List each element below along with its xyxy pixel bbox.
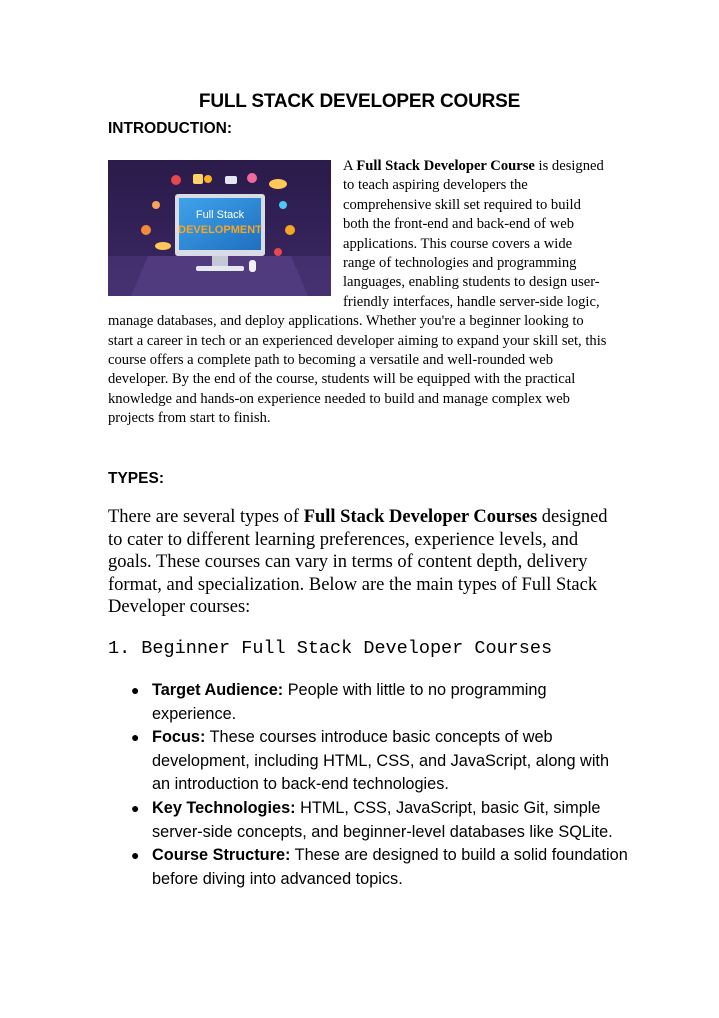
svg-text:DEVELOPMENT: DEVELOPMENT — [178, 224, 262, 236]
bullet-icon: ● — [131, 682, 140, 698]
intro-text-prefix: A — [343, 158, 357, 174]
list-item-label: Target Audience: — [152, 681, 284, 699]
list-item-label: Focus: — [152, 728, 206, 747]
list-item — [108, 679, 628, 726]
list-item-text: HTML, CSS, JavaScript, basic Git, simple server-side concepts, and beginner-level databases like SQLite. — [152, 798, 613, 841]
types-text-prefix: There are several types of — [108, 507, 304, 527]
list-item — [108, 797, 628, 844]
page-title: FULL STACK DEVELOPER COURSE — [198, 91, 521, 112]
list-item-label: Key Technologies: — [152, 798, 296, 817]
list-item-text: These are designed to build a solid foundation before diving into advanced topics. — [152, 846, 628, 888]
intro-text-body: is designed to teach aspiring developers the comprehensive skill set required to build both the front-end and back-end of web applications. This course covers a wide range of technologies and programming languages, enabling students to design user-friendly interfaces, handle server-side logic, manage databases, and deploy applications. Whether you're a beginner looking to start a career in tech or an experienced developer aiming to expand your skill set, this course offers a complete path to becoming a versatile and well-rounded web developer. By the end of the course, students will be equipped with the practical knowledge and hands-on experience needed to build and manage complex web projects from start to finish. — [108, 158, 607, 427]
types-course-name: Full Stack Developer Courses — [303, 507, 538, 527]
list-item — [108, 726, 628, 797]
introduction-paragraph — [108, 157, 608, 429]
section-heading-beginner: 1. Beginner Full Stack Developer Courses — [108, 638, 553, 659]
list-item-label: Course Structure: — [152, 846, 291, 865]
introduction-heading: INTRODUCTION: — [108, 120, 232, 137]
list-item-text: People with little to no programming experience. — [152, 681, 547, 723]
svg-text:Full Stack: Full Stack — [195, 209, 245, 221]
types-text-body: designed to cater to different learning preferences, experience levels, and goals. These courses can vary in terms of content depth, delivery format, and specialization. Below are the main types of Full Stack Developer courses: — [108, 507, 608, 617]
list-item — [108, 844, 628, 891]
full-stack-development-illustration — [108, 160, 331, 296]
beginner-course-list — [108, 679, 628, 891]
bullet-icon: ● — [131, 799, 140, 816]
list-item-text: These courses introduce basic concepts of web development, including HTML, CSS, and JavaScript, along with an introduction to back-end technologies. — [152, 728, 610, 794]
types-heading: TYPES: — [108, 470, 164, 487]
bullet-icon: ● — [131, 847, 140, 864]
bullet-icon: ● — [131, 729, 140, 746]
types-paragraph — [108, 506, 608, 619]
intro-course-name: Full Stack Developer Course — [356, 158, 535, 174]
